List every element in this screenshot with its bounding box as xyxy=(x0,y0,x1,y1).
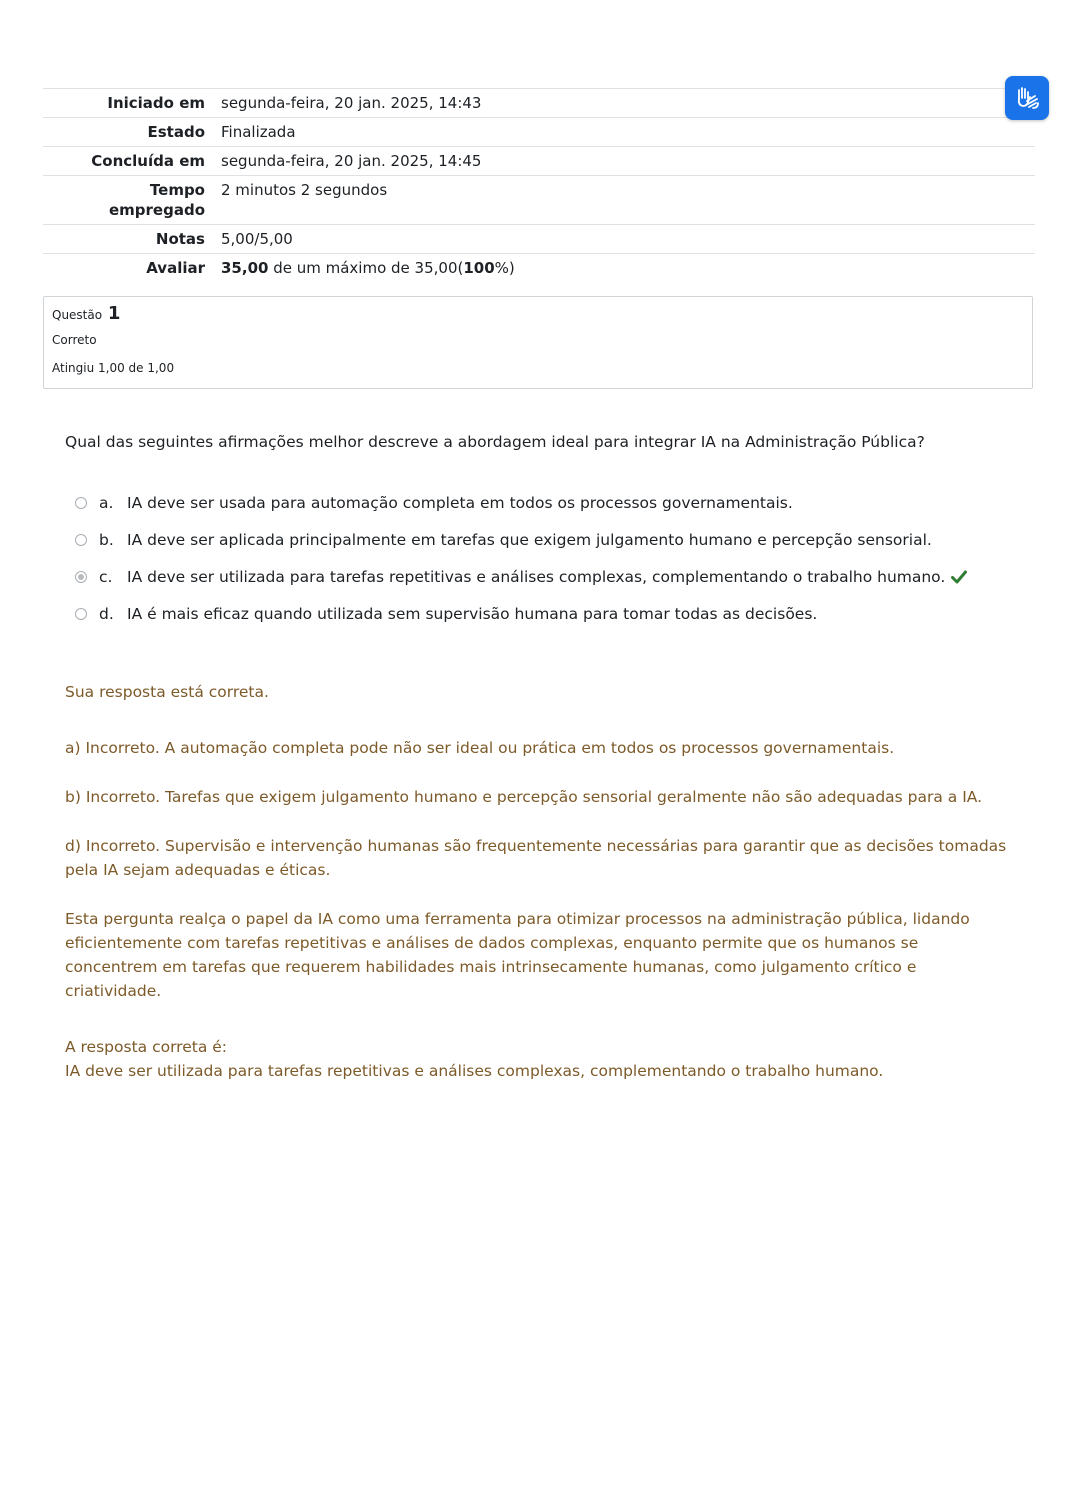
answer-text: IA deve ser aplicada principalmente em tarefas que exigem julgamento humano e percepção sensorial. xyxy=(127,530,932,549)
summary-label: Iniciado em xyxy=(43,89,213,118)
answer-radio[interactable] xyxy=(75,534,87,546)
answer-options xyxy=(72,484,967,632)
summary-row-completed xyxy=(43,147,1035,176)
feedback-section xyxy=(65,680,1015,1083)
grade-suffix: %) xyxy=(494,259,515,277)
grade-middle: de um máximo de 35,00( xyxy=(268,259,464,277)
grade-score: 35,00 xyxy=(221,259,269,277)
question-info-box xyxy=(43,296,1033,389)
answer-text: IA é mais eficaz quando utilizada sem supervisão humana para tomar todas as decisões. xyxy=(127,604,818,623)
answer-option-b xyxy=(72,521,967,558)
answer-option-c xyxy=(72,558,967,595)
answer-radio[interactable] xyxy=(75,608,87,620)
summary-row-time-taken xyxy=(43,176,1035,225)
summary-value: segunda-feira, 20 jan. 2025, 14:45 xyxy=(213,147,1035,176)
summary-label: Concluída em xyxy=(43,147,213,176)
right-answer: IA deve ser utilizada para tarefas repetitivas e análises complexas, complementando o trabalho humano. xyxy=(65,1062,884,1080)
grade-percent: 100 xyxy=(463,259,495,277)
sign-language-hands-icon xyxy=(1013,84,1041,112)
answer-option-a xyxy=(72,484,967,521)
summary-grade-value xyxy=(213,254,1035,283)
summary-label: Avaliar xyxy=(43,254,213,283)
summary-label: Notas xyxy=(43,225,213,254)
summary-value: segunda-feira, 20 jan. 2025, 14:43 xyxy=(213,89,1035,118)
answer-letter: b. xyxy=(99,530,114,549)
attempt-summary-table xyxy=(43,88,1035,282)
answer-letter: c. xyxy=(99,567,113,586)
answer-radio[interactable] xyxy=(75,497,87,509)
answer-letter: a. xyxy=(99,493,114,512)
right-answer-label: A resposta correta é: xyxy=(65,1038,228,1056)
summary-label: Estado xyxy=(43,118,213,147)
question-prefix: Questão xyxy=(52,308,103,322)
question-number xyxy=(52,303,1024,326)
answer-letter: d. xyxy=(99,604,114,623)
feedback-summary: Esta pergunta realça o papel da IA como uma ferramenta para otimizar processos na administração pública, lidando eficientemente com tarefas repetitivas e análises de dados complexas, enquanto permite que os humanos se concentrem em tarefas que requerem habilidades mais intrinsecamente humanas, como julgamento crítico e criatividade. xyxy=(65,910,970,1000)
summary-row-marks xyxy=(43,225,1035,254)
question-text: Qual das seguintes afirmações melhor descreve a abordagem ideal para integrar IA na Administração Pública? xyxy=(65,433,925,451)
answer-radio-selected[interactable] xyxy=(75,571,87,583)
feedback-option-b: b) Incorreto. Tarefas que exigem julgamento humano e percepção sensorial geralmente não são adequadas para a IA. xyxy=(65,788,983,806)
summary-row-started xyxy=(43,89,1035,118)
summary-row-grade xyxy=(43,254,1035,283)
summary-value: 2 minutos 2 segundos xyxy=(213,176,1035,225)
summary-label: Tempo empregado xyxy=(43,176,213,225)
question-grade: Atingiu 1,00 de 1,00 xyxy=(52,361,175,375)
answer-text: IA deve ser utilizada para tarefas repetitivas e análises complexas, complementando o trabalho humano. xyxy=(127,567,946,586)
correct-check-icon xyxy=(951,570,967,584)
feedback-option-a: a) Incorreto. A automação completa pode não ser ideal ou prática em todos os processos governamentais. xyxy=(65,739,895,757)
answer-text: IA deve ser usada para automação completa em todos os processos governamentais. xyxy=(127,493,793,512)
question-number-value: 1 xyxy=(107,303,121,324)
feedback-option-d: d) Incorreto. Supervisão e intervenção humanas são frequentemente necessárias para garantir que as decisões tomadas pela IA sejam adequadas e éticas. xyxy=(65,837,1007,879)
answer-option-d xyxy=(72,595,967,632)
question-state: Correto xyxy=(52,333,97,347)
summary-row-state xyxy=(43,118,1035,147)
summary-value: 5,00/5,00 xyxy=(213,225,1035,254)
general-feedback: Sua resposta está correta. xyxy=(65,683,269,701)
accessibility-button[interactable] xyxy=(1005,76,1049,120)
summary-value: Finalizada xyxy=(213,118,1035,147)
